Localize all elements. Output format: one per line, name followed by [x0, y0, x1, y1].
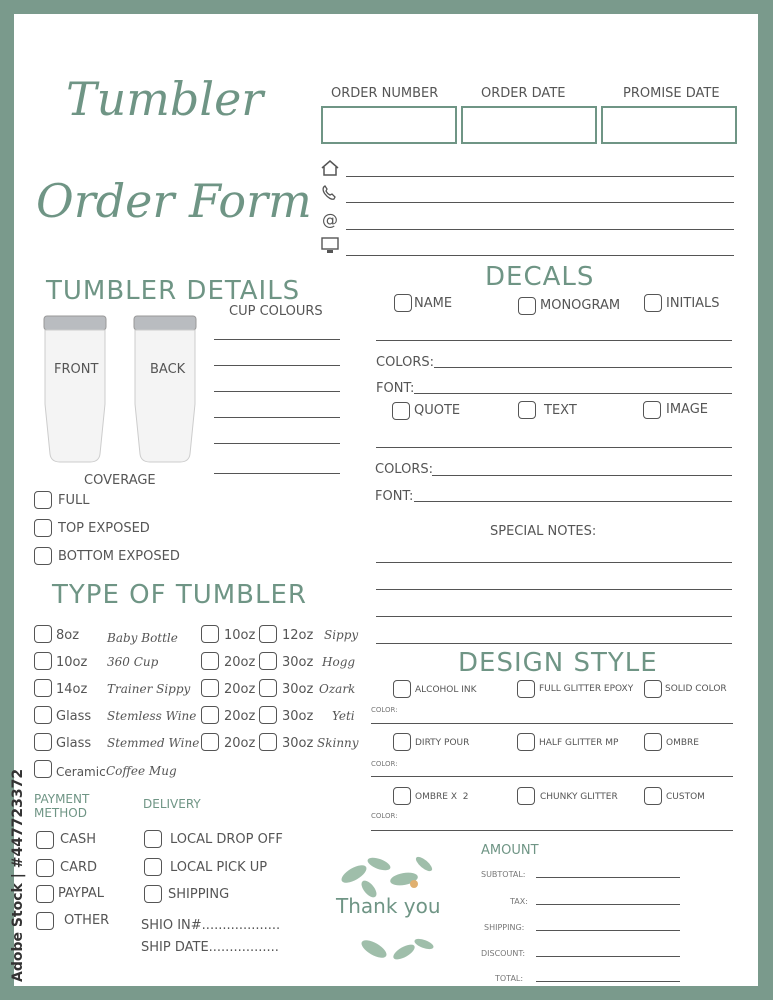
- phone-line[interactable]: [346, 202, 734, 203]
- amount-heading: AMOUNT: [481, 843, 539, 858]
- payment-paypal-label: PAYPAL: [58, 886, 104, 901]
- amount-discount-line[interactable]: [536, 956, 680, 957]
- design-dirty-pour-checkbox[interactable]: [393, 733, 411, 751]
- promise-date-field[interactable]: [601, 106, 737, 144]
- tumbler-type-checkbox[interactable]: [34, 706, 52, 724]
- design-color-label: COLOR:: [371, 760, 398, 768]
- tumbler-size-label: Glass: [56, 709, 92, 724]
- coverage-top-exposed-checkbox[interactable]: [34, 519, 52, 537]
- design-color-line[interactable]: [371, 830, 733, 831]
- design-custom-label: CUSTOM: [666, 792, 705, 802]
- decal-initials-label: INITIALS: [666, 296, 720, 311]
- tumbler-size-label: Ceramic: [56, 765, 106, 779]
- design-solid-color-label: SOLID COLOR: [665, 684, 727, 694]
- amount-total-label: TOTAL:: [495, 974, 524, 983]
- order-number-label: ORDER NUMBER: [331, 86, 439, 101]
- design-alcohol-ink-checkbox[interactable]: [393, 680, 411, 698]
- decal-line[interactable]: [376, 340, 732, 341]
- special-notes-line[interactable]: [376, 562, 732, 563]
- amount-subtotal-label: SUBTOTAL:: [481, 870, 526, 879]
- decal-font-line[interactable]: [414, 393, 732, 394]
- tumbler-size-label: 8oz: [56, 628, 80, 643]
- tumbler-size-label: 20oz: [224, 655, 256, 670]
- decal-quote-label: QUOTE: [414, 403, 461, 418]
- tumbler-size-label: 20oz: [224, 709, 256, 724]
- coverage-top-exposed-label: TOP EXPOSED: [58, 521, 150, 536]
- delivery-heading: DELIVERY: [143, 797, 201, 811]
- decal-monogram-label: MONOGRAM: [540, 298, 621, 313]
- special-notes-label: SPECIAL NOTES:: [490, 524, 597, 539]
- design-color-label: COLOR:: [371, 812, 398, 820]
- tumbler-name-label: Baby Bottle: [107, 631, 178, 645]
- back-label: BACK: [150, 362, 186, 377]
- payment-cash-label: CASH: [60, 832, 96, 847]
- delivery-drop-off-checkbox[interactable]: [144, 830, 162, 848]
- design-ombre-label: OMBRE: [666, 738, 699, 748]
- tumbler-type-checkbox[interactable]: [34, 760, 52, 778]
- tumbler-details-heading: TUMBLER DETAILS: [46, 276, 301, 306]
- phone-icon: [320, 184, 340, 202]
- tumbler-type-checkbox[interactable]: [259, 706, 277, 724]
- cup-colour-line[interactable]: [214, 473, 340, 474]
- decal-font-label: FONT:: [376, 381, 415, 396]
- tumbler-size-label: 20oz: [224, 682, 256, 697]
- tumbler-size-label: Glass: [56, 736, 92, 751]
- tumbler-front-image: [42, 314, 108, 464]
- computer-icon: [320, 236, 340, 256]
- cup-colours-label: CUP COLOURS: [229, 304, 323, 319]
- cup-colour-line[interactable]: [214, 391, 340, 392]
- order-date-field[interactable]: [461, 106, 597, 144]
- tumbler-name-label: Hogg: [322, 655, 356, 669]
- tumbler-name-label: Stemless Wine: [107, 709, 197, 723]
- ship-number-field[interactable]: SHIO IN#...................: [141, 918, 281, 933]
- decal-text-label: TEXT: [544, 403, 577, 418]
- design-ombre-x2-checkbox[interactable]: [393, 787, 411, 805]
- ship-date-field[interactable]: SHIP DATE.................: [141, 940, 279, 955]
- decal-initials-checkbox[interactable]: [644, 294, 662, 312]
- tumbler-size-label: 20oz: [224, 736, 256, 751]
- decals-heading: DECALS: [485, 262, 595, 292]
- tumbler-type-checkbox[interactable]: [201, 625, 219, 643]
- design-color-line[interactable]: [371, 776, 733, 777]
- website-line[interactable]: [346, 255, 734, 256]
- design-half-glitter-label: HALF GLITTER MP: [539, 738, 619, 748]
- cup-colour-line[interactable]: [214, 417, 340, 418]
- tumbler-name-label: Ozark: [319, 682, 356, 696]
- delivery-pick-up-checkbox[interactable]: [144, 858, 162, 876]
- order-date-label: ORDER DATE: [481, 86, 566, 101]
- decal-font-line[interactable]: [414, 501, 732, 502]
- title-line1: Tumbler: [66, 72, 264, 126]
- design-ombre-x2-label: OMBRE X 2: [415, 792, 469, 802]
- address-line[interactable]: [346, 176, 734, 177]
- payment-heading: [34, 792, 89, 820]
- payment-cash-checkbox[interactable]: [36, 831, 54, 849]
- delivery-pick-up-label: LOCAL PICK UP: [170, 860, 268, 875]
- tumbler-name-label: Coffee Mug: [106, 764, 177, 778]
- tumbler-type-checkbox[interactable]: [259, 625, 277, 643]
- tumbler-size-label: 14oz: [56, 682, 88, 697]
- payment-other-checkbox[interactable]: [36, 912, 54, 930]
- tumbler-type-checkbox[interactable]: [201, 679, 219, 697]
- design-color-label: COLOR:: [371, 706, 398, 714]
- coverage-bottom-exposed-checkbox[interactable]: [34, 547, 52, 565]
- design-half-glitter-checkbox[interactable]: [517, 733, 535, 751]
- tumbler-size-label: 10oz: [56, 655, 88, 670]
- tumbler-type-checkbox[interactable]: [34, 679, 52, 697]
- tumbler-name-label: Sippy: [324, 628, 359, 642]
- payment-other-label: OTHER: [64, 913, 110, 928]
- special-notes-line[interactable]: [376, 589, 732, 590]
- tumbler-name-label: 360 Cup: [107, 655, 159, 669]
- cup-colour-line[interactable]: [214, 443, 340, 444]
- decal-image-label: IMAGE: [666, 402, 709, 417]
- decal-font-label: FONT:: [375, 489, 414, 504]
- design-alcohol-ink-label: ALCOHOL INK: [415, 685, 477, 695]
- delivery-shipping-checkbox[interactable]: [144, 885, 162, 903]
- design-style-heading: DESIGN STYLE: [458, 648, 658, 678]
- order-form-page: [14, 14, 758, 986]
- tumbler-type-checkbox[interactable]: [259, 652, 277, 670]
- design-color-line[interactable]: [371, 723, 733, 724]
- amount-tax-line[interactable]: [536, 904, 680, 905]
- decal-colors-line[interactable]: [434, 367, 732, 368]
- design-solid-color-checkbox[interactable]: [644, 680, 662, 698]
- coverage-bottom-exposed-label: BOTTOM EXPOSED: [58, 549, 180, 564]
- design-chunky-glitter-label: CHUNKY GLITTER: [540, 792, 618, 802]
- tumbler-back-image: [132, 314, 198, 464]
- tumbler-type-checkbox[interactable]: [34, 652, 52, 670]
- coverage-full-label: FULL: [58, 493, 90, 508]
- tumbler-name-label: Stemmed Wine: [107, 736, 200, 750]
- amount-tax-label: TAX:: [510, 897, 528, 906]
- delivery-shipping-label: SHIPPING: [168, 887, 230, 902]
- decal-text-checkbox[interactable]: [518, 401, 536, 419]
- design-dirty-pour-label: DIRTY POUR: [415, 738, 470, 748]
- design-custom-checkbox[interactable]: [644, 787, 662, 805]
- tumbler-size-label: 10oz: [224, 628, 256, 643]
- delivery-drop-off-label: LOCAL DROP OFF: [170, 832, 283, 847]
- decal-name-checkbox[interactable]: [394, 294, 412, 312]
- decal-monogram-checkbox[interactable]: [518, 297, 536, 315]
- tumbler-type-checkbox[interactable]: [34, 625, 52, 643]
- tumbler-type-checkbox[interactable]: [201, 733, 219, 751]
- tumbler-size-label: 30oz: [282, 736, 314, 751]
- decal-line[interactable]: [376, 447, 732, 448]
- decal-name-label: NAME: [414, 296, 453, 311]
- tumbler-type-checkbox[interactable]: [201, 652, 219, 670]
- special-notes-line[interactable]: [376, 643, 732, 644]
- home-icon: [320, 159, 340, 177]
- design-chunky-glitter-checkbox[interactable]: [517, 787, 535, 805]
- tumbler-type-checkbox[interactable]: [259, 679, 277, 697]
- coverage-full-checkbox[interactable]: [34, 491, 52, 509]
- decal-colors-label: COLORS:: [375, 462, 433, 477]
- tumbler-type-checkbox[interactable]: [34, 733, 52, 751]
- payment-heading-line1: PAYMENT: [34, 792, 90, 806]
- special-notes-line[interactable]: [376, 616, 732, 617]
- payment-heading-line2: METHOD: [34, 806, 87, 820]
- payment-card-checkbox[interactable]: [36, 859, 54, 877]
- decal-colors-label: COLORS:: [376, 355, 434, 370]
- tumbler-name-label: Trainer Sippy: [107, 682, 191, 696]
- design-full-glitter-label: FULL GLITTER EPOXY: [539, 684, 634, 694]
- order-number-field[interactable]: [321, 106, 457, 144]
- decal-image-checkbox[interactable]: [643, 401, 661, 419]
- tumbler-size-label: 12oz: [282, 628, 314, 643]
- decal-quote-checkbox[interactable]: [392, 402, 410, 420]
- type-of-tumbler-heading: TYPE OF TUMBLER: [52, 580, 307, 610]
- design-full-glitter-checkbox[interactable]: [517, 680, 535, 698]
- front-label: FRONT: [54, 362, 99, 377]
- thank-you-text: Thank you: [336, 894, 441, 918]
- amount-subtotal-line[interactable]: [536, 877, 680, 878]
- tumbler-size-label: 30oz: [282, 709, 314, 724]
- tumbler-name-label: Yeti: [332, 709, 355, 723]
- title-line2: Order Form: [36, 174, 312, 228]
- tumbler-name-label: Skinny: [317, 736, 359, 750]
- design-ombre-checkbox[interactable]: [644, 733, 662, 751]
- decal-colors-line[interactable]: [432, 475, 732, 476]
- amount-shipping-line[interactable]: [536, 930, 680, 931]
- payment-card-label: CARD: [60, 860, 98, 875]
- payment-paypal-checkbox[interactable]: [36, 885, 54, 903]
- amount-total-line[interactable]: [536, 981, 680, 982]
- tumbler-size-label: 30oz: [282, 682, 314, 697]
- promise-date-label: PROMISE DATE: [623, 86, 720, 101]
- tumbler-type-checkbox[interactable]: [201, 706, 219, 724]
- stock-watermark: Adobe Stock | #447723372: [10, 768, 26, 982]
- cup-colour-line[interactable]: [214, 365, 340, 366]
- tumbler-size-label: 30oz: [282, 655, 314, 670]
- cup-colour-line[interactable]: [214, 339, 340, 340]
- amount-shipping-label: SHIPPING:: [484, 923, 525, 932]
- email-icon: @: [322, 210, 338, 229]
- tumbler-type-checkbox[interactable]: [259, 733, 277, 751]
- amount-discount-label: DISCOUNT:: [481, 949, 526, 958]
- email-line[interactable]: [346, 229, 734, 230]
- coverage-label: COVERAGE: [84, 473, 156, 488]
